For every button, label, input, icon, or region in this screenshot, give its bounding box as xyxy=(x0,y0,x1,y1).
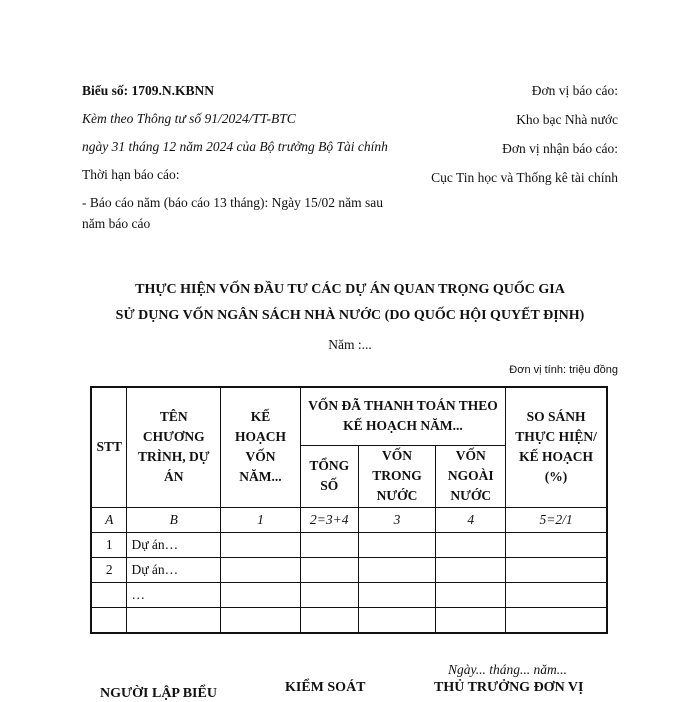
table-cell xyxy=(221,582,301,607)
signature-preparer: NGƯỜI LẬP BIỂU xyxy=(100,686,217,701)
signature-controller: KIỂM SOÁT xyxy=(285,680,366,695)
index-cell: B xyxy=(127,507,221,532)
receiving-unit-label: Đơn vị nhận báo cáo: xyxy=(502,141,618,156)
table-cell xyxy=(506,557,607,582)
attached-circular: Kèm theo Thông tư số 91/2024/TT-BTC xyxy=(82,111,296,126)
table-cell: Dự án… xyxy=(127,557,221,582)
table-row xyxy=(91,532,607,557)
table-row xyxy=(91,607,607,633)
header-right xyxy=(338,80,618,196)
col-header-foreign: VỐN NGOÀI NƯỚC xyxy=(436,445,506,507)
table-cell xyxy=(358,532,436,557)
index-row xyxy=(91,507,607,532)
table-cell: Dự án… xyxy=(127,532,221,557)
signature-date: Ngày... tháng... năm... xyxy=(448,662,567,677)
index-cell: 1 xyxy=(221,507,301,532)
index-cell: 4 xyxy=(436,507,506,532)
receiving-unit: Cục Tin học và Thống kê tài chính xyxy=(431,170,618,185)
deadline-value: - Báo cáo năm (báo cáo 13 tháng): Ngày 15/02 năm sau năm báo cáo xyxy=(82,195,384,231)
col-header-domestic: VỐN TRONG NƯỚC xyxy=(358,445,436,507)
col-header-plan: KẾ HOẠCH VỐN NĂM... xyxy=(221,387,301,507)
deadline-label: Thời hạn báo cáo: xyxy=(82,167,180,182)
table-cell: 2 xyxy=(91,557,127,582)
report-table xyxy=(90,386,608,634)
table-cell xyxy=(436,582,506,607)
table-cell xyxy=(506,582,607,607)
table-cell xyxy=(221,532,301,557)
table-row xyxy=(91,557,607,582)
col-header-total: TỔNG SỐ xyxy=(300,445,358,507)
table-cell xyxy=(436,557,506,582)
table-cell: … xyxy=(127,582,221,607)
report-title-line2: SỬ DỤNG VỐN NGÂN SÁCH NHÀ NƯỚC (DO QUỐC HỘI QUYẾT ĐỊNH) xyxy=(115,308,585,323)
table-cell xyxy=(91,607,127,633)
report-title-line1: THỰC HIỆN VỐN ĐẦU TƯ CÁC DỰ ÁN QUAN TRỌNG QUỐC GIA xyxy=(135,282,565,297)
table-cell xyxy=(300,607,358,633)
table-cell xyxy=(221,557,301,582)
table-cell xyxy=(300,532,358,557)
unit-note: Đơn vị tính: triệu đồng xyxy=(509,364,618,376)
col-header-stt: STT xyxy=(91,387,127,507)
circular-date: ngày 31 tháng 12 năm 2024 của Bộ trưởng Bộ Tài chính xyxy=(82,139,388,154)
table-cell xyxy=(436,532,506,557)
signature-head: THỦ TRƯỞNG ĐƠN VỊ xyxy=(434,680,584,695)
table-cell xyxy=(358,607,436,633)
table-cell xyxy=(358,582,436,607)
form-number: Biểu số: 1709.N.KBNN xyxy=(82,83,215,98)
table-cell xyxy=(506,607,607,633)
table-cell xyxy=(506,532,607,557)
table-cell xyxy=(127,607,221,633)
report-year: Năm :... xyxy=(328,337,372,352)
index-cell: 2=3+4 xyxy=(300,507,358,532)
col-header-compare: SO SÁNH THỰC HIỆN/ KẾ HOẠCH (%) xyxy=(506,387,607,507)
index-cell: 5=2/1 xyxy=(506,507,607,532)
reporting-unit: Kho bạc Nhà nước xyxy=(516,112,618,127)
table-cell xyxy=(436,607,506,633)
table-cell xyxy=(358,557,436,582)
col-header-name: TÊN CHƯƠNG TRÌNH, DỰ ÁN xyxy=(127,387,221,507)
reporting-unit-label: Đơn vị báo cáo: xyxy=(531,83,618,98)
col-header-paid: VỐN ĐÃ THANH TOÁN THEO KẾ HOẠCH NĂM... xyxy=(300,387,505,445)
table-cell xyxy=(300,582,358,607)
table-cell: 1 xyxy=(91,532,127,557)
table-cell xyxy=(91,582,127,607)
table-row xyxy=(91,582,607,607)
index-cell: A xyxy=(91,507,127,532)
table-cell xyxy=(221,607,301,633)
table-cell xyxy=(300,557,358,582)
index-cell: 3 xyxy=(358,507,436,532)
